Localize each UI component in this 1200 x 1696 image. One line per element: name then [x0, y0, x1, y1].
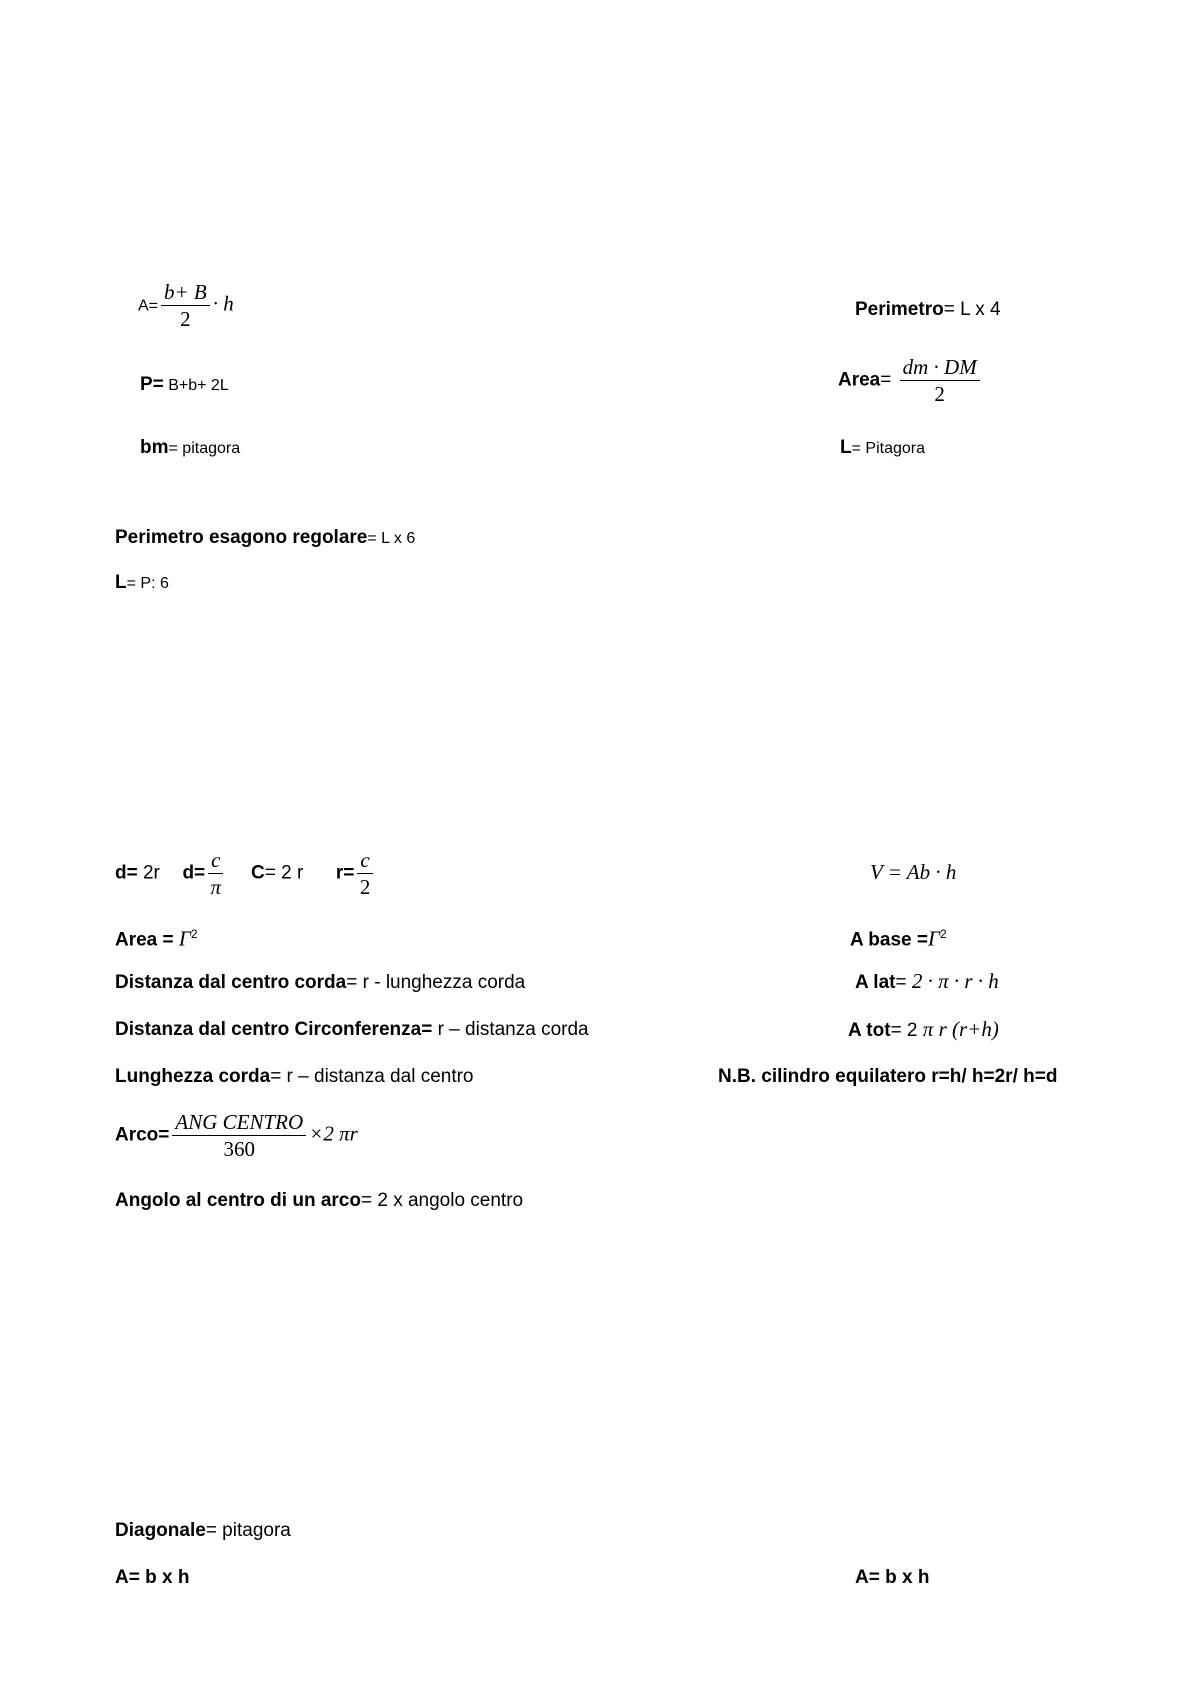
cilindro-volume: V = Ab · h [870, 860, 957, 884]
trapezio-area-tail: · h [212, 291, 234, 316]
rettangolo-area: A= b x h [115, 1567, 190, 1588]
cilindro-abase-label: A base = [850, 929, 928, 951]
rombo-perimetro [855, 298, 1001, 322]
cerchio-distanza-corda-value: = r - lunghezza corda [346, 972, 526, 993]
rettangolo-diagonale-value: = pitagora [205, 1520, 291, 1541]
cilindro-atot-label: A tot [848, 1020, 891, 1041]
quadrato-area: A= b x h [855, 1567, 930, 1588]
cilindro-alat-value: 2 · π · r · h [911, 969, 999, 993]
esagono-lato-label: L [115, 572, 127, 593]
cerchio-angolo-value: = 2 x angolo centro [360, 1190, 524, 1211]
cilindro-abase-exponent: 2 [939, 927, 947, 941]
cerchio-distanza-corda [115, 971, 525, 995]
cerchio-arco-numerator: ANG CENTRO [172, 1110, 306, 1136]
cerchio-r-denominator: 2 [359, 875, 371, 899]
cerchio-angolo-centro [115, 1189, 523, 1213]
cerchio-arco-label: Arco= [115, 1124, 170, 1146]
rombo-perimetro-value: = L x 4 [943, 299, 1001, 320]
trapezio-bm-value: = pitagora [168, 440, 241, 457]
esagono-lato [115, 571, 169, 596]
cilindro-area-base [850, 922, 947, 952]
cerchio-arco-tail: ×2 πr [309, 1121, 358, 1146]
rombo-area-fraction [900, 355, 980, 406]
cerchio-d2-numerator: c [208, 848, 223, 874]
cilindro-area-totale [848, 1017, 999, 1043]
cerchio-d2-label: d= [182, 862, 206, 884]
trapezio-area-label: A= [138, 297, 159, 315]
cerchio-arco-fraction [172, 1110, 306, 1161]
cerchio-r-fraction [357, 848, 372, 899]
cerchio-area-exponent: 2 [190, 927, 198, 941]
trapezio-area-numerator: b+ B [161, 280, 210, 306]
rombo-lato-value: = Pitagora [851, 440, 925, 457]
cerchio-angolo-label: Angolo al centro di un arco [115, 1190, 361, 1211]
rettangolo-diagonale [115, 1519, 291, 1543]
trapezio-area-formula [138, 280, 234, 331]
cerchio-arco [115, 1110, 358, 1161]
rettangolo-diagonale-label: Diagonale [115, 1520, 206, 1541]
cerchio-lunghezza-corda-value: = r – distanza dal centro [270, 1066, 474, 1087]
esagono-perimetro-label: Perimetro esagono regolare [115, 527, 368, 548]
rombo-area-denominator: 2 [934, 382, 945, 406]
cerchio-distanza-circ-value: r – distanza corda [432, 1019, 589, 1040]
rombo-area-eq: = [880, 369, 892, 391]
trapezio-perimetro-value: B+b+ 2L [163, 377, 229, 394]
esagono-perimetro-value: = L x 6 [367, 530, 416, 547]
cerchio-distanza-circ-label: Distanza dal centro Circonferenza= [115, 1019, 433, 1040]
trapezio-perimetro-label: P= [140, 374, 164, 395]
cilindro-area-laterale [855, 969, 999, 995]
cerchio-formule-diametro [115, 848, 376, 899]
cerchio-d2-fraction [208, 848, 223, 899]
esagono-perimetro [115, 526, 415, 551]
rombo-lato-label: L [840, 437, 852, 458]
trapezio-area-fraction [161, 280, 210, 331]
cilindro-atot-tail: π r (r+h) [922, 1017, 999, 1041]
cerchio-d2-denominator: π [210, 875, 222, 899]
esagono-lato-value: = P: 6 [126, 575, 169, 592]
cilindro-nota: N.B. cilindro equilatero r=h/ h=2r/ h=d [718, 1066, 1058, 1087]
cerchio-r-numerator: c [357, 848, 372, 874]
trapezio-bm-label: bm [140, 437, 169, 458]
cerchio-distanza-corda-label: Distanza dal centro corda [115, 972, 347, 993]
cilindro-abase-base: Γ [927, 926, 940, 951]
cerchio-d1-label: d= [115, 862, 138, 884]
rombo-perimetro-label: Perimetro [855, 299, 944, 320]
trapezio-area-denominator: 2 [180, 307, 191, 331]
cerchio-area [115, 922, 198, 952]
cerchio-r-label: r= [335, 862, 355, 884]
cerchio-arco-denominator: 360 [223, 1137, 256, 1161]
cerchio-distanza-circonferenza [115, 1018, 589, 1042]
cerchio-lunghezza-corda [115, 1065, 474, 1089]
rombo-area-numerator: dm · DM [900, 355, 980, 381]
trapezio-bm [140, 436, 240, 461]
rombo-area-formula [838, 355, 983, 406]
cerchio-area-base: Γ [178, 926, 191, 951]
cerchio-area-label: Area = [115, 929, 174, 951]
cilindro-alat-eq: = [895, 972, 912, 993]
cerchio-c-label: C [251, 862, 265, 884]
trapezio-perimetro [140, 373, 229, 398]
cilindro-alat-label: A lat [855, 972, 896, 993]
rombo-lato [840, 436, 925, 461]
cilindro-atot-value: = 2 [890, 1020, 923, 1041]
cerchio-d1-value: 2r [137, 862, 160, 884]
rombo-area-label: Area [838, 369, 881, 391]
cerchio-c-value: = 2 r [264, 862, 304, 884]
cerchio-lunghezza-corda-label: Lunghezza corda [115, 1066, 271, 1087]
